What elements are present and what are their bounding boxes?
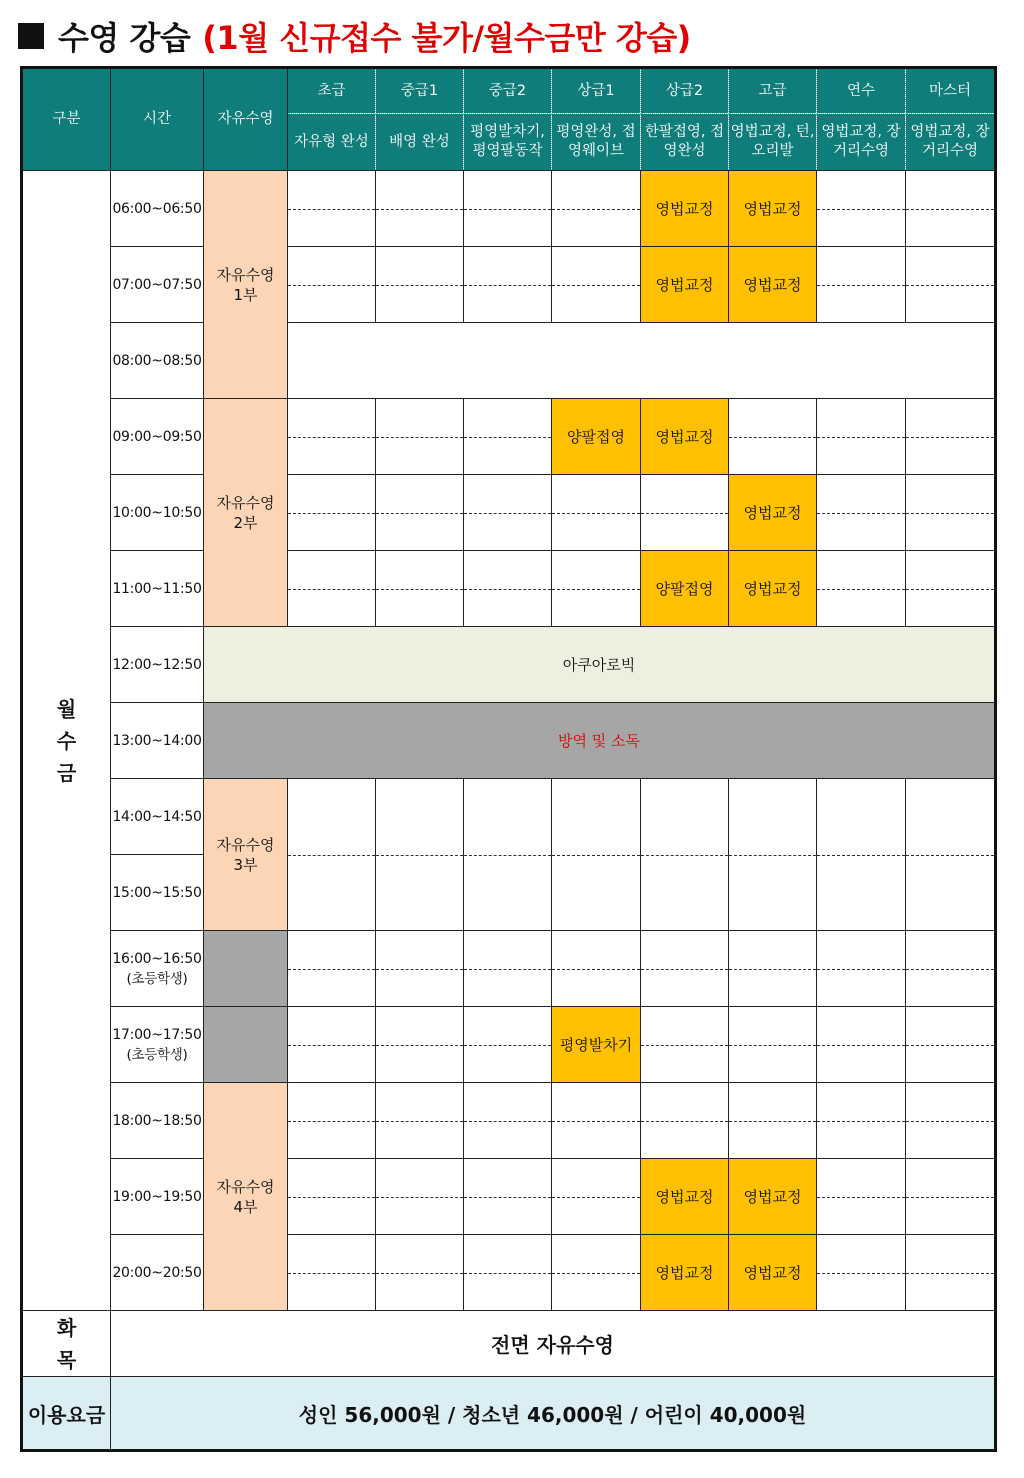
schedule-cell [376,1007,464,1083]
schedule-cell [464,171,552,247]
schedule-cell [729,399,817,475]
time-label: 07:00~07:50 [111,247,204,323]
class-cell: 영법교정 [641,1235,729,1311]
schedule-cell [906,475,996,551]
schedule-cell [552,1083,641,1159]
schedule-cell [464,399,552,475]
table-row [22,1377,996,1451]
schedule-cell [288,551,376,627]
schedule-cell [376,779,464,931]
class-cell: 평영발차기 [552,1007,641,1083]
table-row [22,1007,996,1083]
table-row [22,1311,996,1377]
schedule-cell [817,247,906,323]
free-swim-session-2: 자유수영 2부 [204,399,288,627]
class-cell: 영법교정 [729,475,817,551]
schedule-cell [552,1159,641,1235]
table-row [22,247,996,323]
schedule-cell [464,475,552,551]
class-cell: 영법교정 [641,399,729,475]
class-cell: 영법교정 [729,551,817,627]
schedule-cell [376,475,464,551]
aquarobic-slot: 아쿠아로빅 [204,627,996,703]
schedule-cell [817,1235,906,1311]
page-title [18,8,691,64]
schedule-cell [464,1235,552,1311]
class-cell: 영법교정 [641,1159,729,1235]
time-label: 15:00~15:50 [111,855,204,931]
time-label: 19:00~19:50 [111,1159,204,1235]
schedule-cell [464,1159,552,1235]
header-level-desc: 평영완성, 접영웨이브 [552,114,641,171]
schedule-cell [906,779,996,931]
category-mwf: 월수금 [22,171,111,1311]
header-level: 상급2 [641,68,729,114]
time-label: 11:00~11:50 [111,551,204,627]
schedule-cell [464,1007,552,1083]
schedule-cell [729,931,817,1007]
time-label: 17:00~17:50 (초등학생) [111,1007,204,1083]
header-level: 중급1 [376,68,464,114]
header-category: 구분 [22,68,111,171]
disinfection-slot: 방역 및 소독 [204,703,996,779]
time-label: 09:00~09:50 [111,399,204,475]
fee-label: 이용요금 [22,1377,111,1451]
table-row [22,779,996,855]
time-label: 14:00~14:50 [111,779,204,855]
table-row [22,551,996,627]
schedule-cell [288,1159,376,1235]
schedule-cell [641,779,729,931]
schedule-cell [288,779,376,931]
schedule-cell [817,931,906,1007]
header-level-desc: 영법교정, 턴, 오리발 [729,114,817,171]
table-row [22,399,996,475]
schedule-cell [817,1159,906,1235]
schedule-cell [906,931,996,1007]
schedule-cell [552,247,641,323]
title-note: (1월 신규접수 불가/월수금만 강습) [202,19,691,57]
time-label: 20:00~20:50 [111,1235,204,1311]
schedule-cell [376,551,464,627]
header-level-desc: 평영발차기, 평영팔동작 [464,114,552,171]
schedule-cell [376,399,464,475]
schedule-cell [288,247,376,323]
header-level: 고급 [729,68,817,114]
header-free-swim: 자유수영 [204,68,288,171]
schedule-cell [641,1007,729,1083]
header-level: 마스터 [906,68,996,114]
schedule-cell [464,551,552,627]
schedule-cell [464,247,552,323]
schedule-cell [552,551,641,627]
schedule-cell [552,171,641,247]
header-level: 중급2 [464,68,552,114]
square-bullet-icon [18,23,44,49]
header-level-desc: 배영 완성 [376,114,464,171]
schedule-cell [288,1235,376,1311]
free-swim-session-3: 자유수영 3부 [204,779,288,931]
schedule-cell [552,779,641,931]
table-row [22,703,996,779]
table-row [22,171,996,247]
free-swim-session-4: 자유수영 4부 [204,1083,288,1311]
time-label: 10:00~10:50 [111,475,204,551]
table-row [22,931,996,1007]
header-level: 초급 [288,68,376,114]
table-row [22,627,996,703]
schedule-cell [817,1007,906,1083]
schedule-cell [288,475,376,551]
schedule-cell [906,171,996,247]
class-cell: 영법교정 [729,1235,817,1311]
table-row [22,1235,996,1311]
table-row [22,475,996,551]
schedule-cell [288,1007,376,1083]
class-cell: 영법교정 [729,1159,817,1235]
schedule-cell [376,1083,464,1159]
schedule-cell [817,779,906,931]
schedule-cell [376,1235,464,1311]
schedule-cell [906,399,996,475]
time-label: 18:00~18:50 [111,1083,204,1159]
free-swim-session-1: 자유수영 1부 [204,171,288,399]
header-level: 상급1 [552,68,641,114]
tt-free-swim: 전면 자유수영 [111,1311,996,1377]
schedule-cell [817,551,906,627]
schedule-cell [641,931,729,1007]
category-tt: 화목 [22,1311,111,1377]
header-level-desc: 영법교정, 장거리수영 [817,114,906,171]
schedule-cell [464,779,552,931]
schedule-cell [641,1083,729,1159]
class-cell: 영법교정 [641,171,729,247]
schedule-cell [817,1083,906,1159]
schedule-cell [906,1159,996,1235]
class-cell: 양팔접영 [641,551,729,627]
schedule-cell [552,931,641,1007]
header-level-desc: 영법교정, 장거리수영 [906,114,996,171]
time-label: 06:00~06:50 [111,171,204,247]
schedule-cell [817,171,906,247]
schedule-table [20,66,997,1452]
schedule-cell [729,779,817,931]
schedule-cell [376,931,464,1007]
schedule-cell [729,1007,817,1083]
closed-slot [204,1007,288,1083]
table-row [22,1159,996,1235]
schedule-cell [376,247,464,323]
time-label: 16:00~16:50 (초등학생) [111,931,204,1007]
header-level-desc: 자유형 완성 [288,114,376,171]
schedule-cell [376,1159,464,1235]
schedule-cell [288,931,376,1007]
table-row [22,323,996,399]
class-cell: 영법교정 [729,171,817,247]
schedule-cell [906,551,996,627]
time-label: 12:00~12:50 [111,627,204,703]
time-label: 13:00~14:00 [111,703,204,779]
schedule-cell [376,171,464,247]
schedule-cell [906,1235,996,1311]
class-cell: 영법교정 [729,247,817,323]
header-level: 연수 [817,68,906,114]
schedule-cell [288,399,376,475]
schedule-cell [906,1007,996,1083]
empty-slot [288,323,996,399]
schedule-cell [464,931,552,1007]
schedule-cell [552,475,641,551]
schedule-cell [906,1083,996,1159]
schedule-cell [906,247,996,323]
table-row [22,1083,996,1159]
fee-text: 성인 56,000원 / 청소년 46,000원 / 어린이 40,000원 [111,1377,996,1451]
schedule-cell [729,1083,817,1159]
schedule-cell [817,475,906,551]
class-cell: 영법교정 [641,247,729,323]
schedule-cell [552,1235,641,1311]
class-cell: 양팔접영 [552,399,641,475]
schedule-cell [464,1083,552,1159]
schedule-cell [288,1083,376,1159]
header-level-desc: 한팔접영, 접영완성 [641,114,729,171]
schedule-cell [288,171,376,247]
title-main: 수영 강습 [58,19,191,57]
closed-slot [204,931,288,1007]
schedule-cell [817,399,906,475]
schedule-cell [641,475,729,551]
time-label: 08:00~08:50 [111,323,204,399]
header-time: 시간 [111,68,204,171]
